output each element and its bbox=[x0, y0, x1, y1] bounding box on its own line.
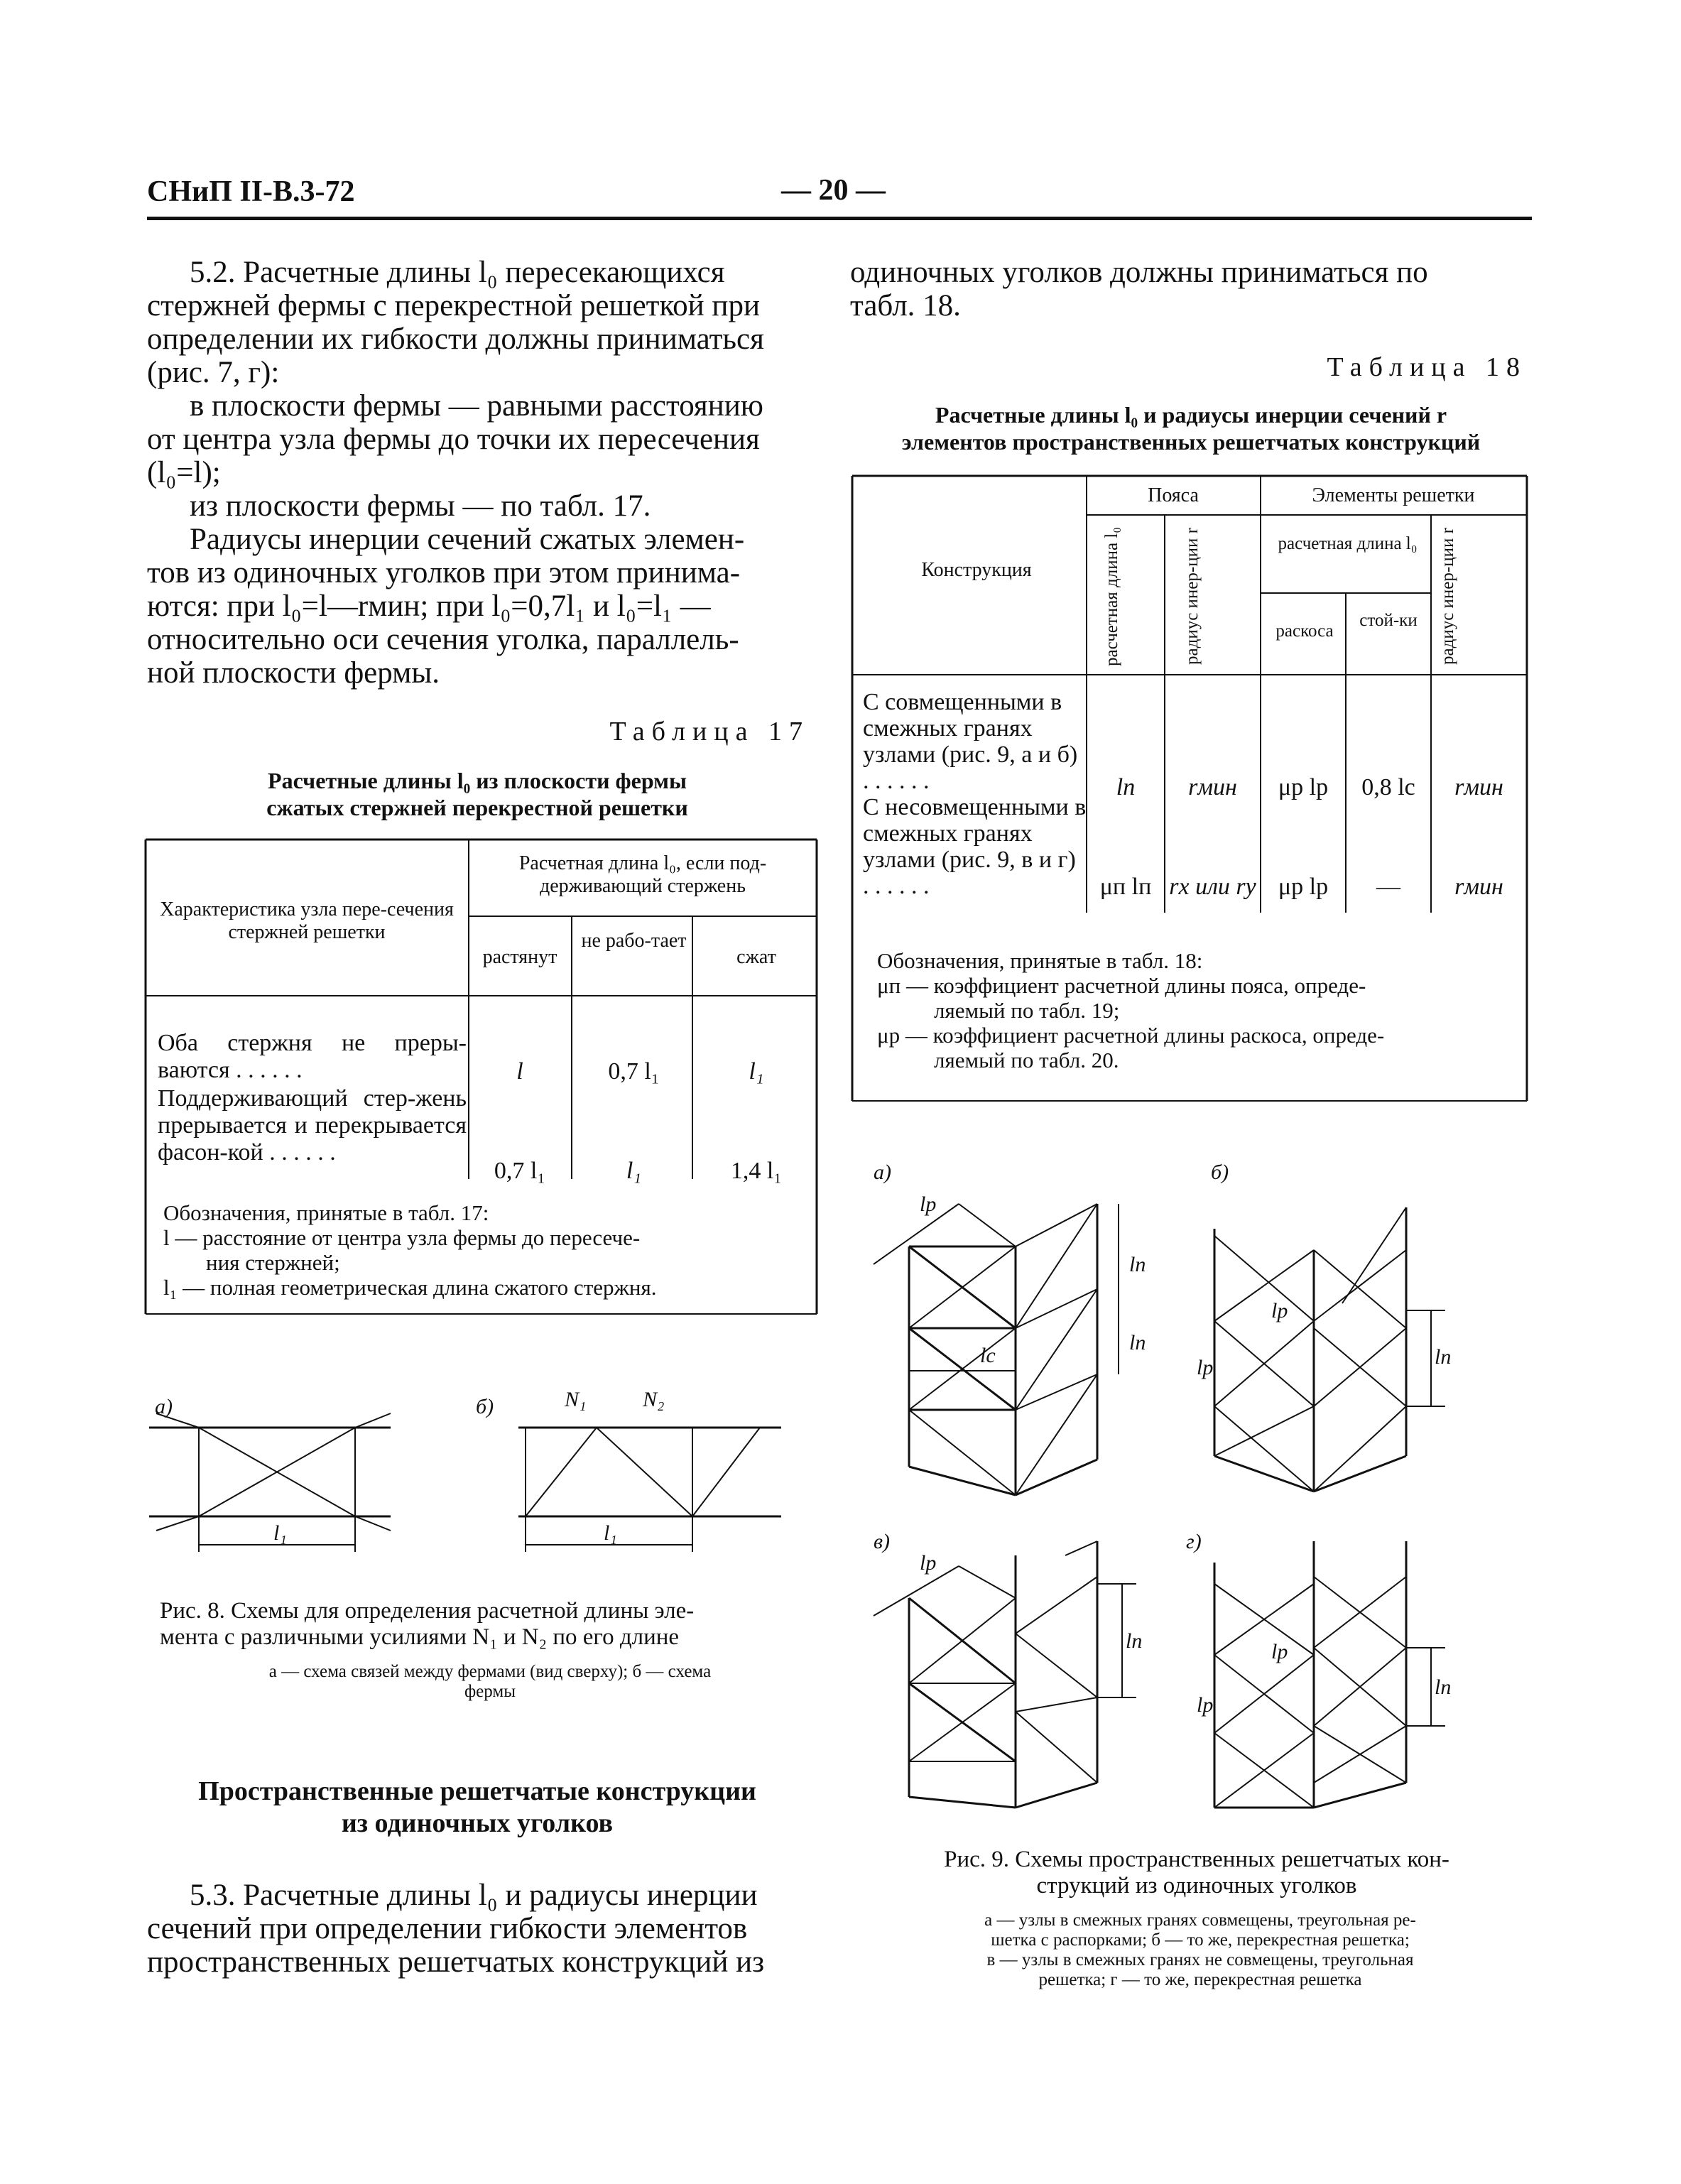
table-18-caption: Таблица 18 bbox=[1327, 352, 1527, 382]
para-line: из плоскости фермы — по табл. 17. bbox=[190, 489, 651, 523]
heading-line: Пространственные решетчатые конструкции bbox=[198, 1776, 756, 1806]
t18-header-belt-length: расчетная длина l₀ bbox=[1102, 527, 1121, 666]
t18-row2-lattice-radius: rмин bbox=[1454, 874, 1503, 900]
fig8-label-b: б) bbox=[476, 1395, 494, 1418]
note-line: ляемый по табл. 19; bbox=[934, 998, 1120, 1023]
header-rule bbox=[147, 217, 1532, 220]
t18-header-construction: Конструкция bbox=[921, 559, 1032, 581]
note-line: Обозначения, принятые в табл. 17: bbox=[163, 1200, 489, 1225]
t17-row1-name: Оба стержня не преры-ваются . . . . . . bbox=[158, 1030, 467, 1083]
table-17-caption: Таблица 17 bbox=[609, 717, 810, 746]
t17-header-group: Расчетная длина l₀, если под-держивающий стержень bbox=[518, 852, 767, 897]
caption-line: мента с различными усилиями N₁ и N₂ по его длине bbox=[160, 1624, 680, 1650]
fig9-label-b: б) bbox=[1211, 1161, 1229, 1184]
para-line: в плоскости фермы — равными расстоянию bbox=[190, 389, 763, 423]
para-line: Радиусы инерции сечений сжатых элемен- bbox=[190, 523, 745, 556]
t18-row1-name: С совмещенными в смежных гранях узлами (рис. 9, а и б) . . . . . . bbox=[863, 689, 1078, 794]
para-line: от центра узла фермы до точки их пересечения bbox=[147, 423, 760, 456]
t18-row2-name: С несовмещенными в смежных гранях узлами (рис. 9, в и г) . . . . . . bbox=[863, 794, 1087, 899]
t18-header-brace: раскоса bbox=[1275, 621, 1334, 641]
title-line: Расчетные длины l₀ и радиусы инерции сечений r bbox=[935, 402, 1447, 428]
fig9-label-v: в) bbox=[874, 1530, 891, 1553]
fig9-label-a: а) bbox=[874, 1161, 891, 1184]
note-line: μр — коэффициент расчетной длины раскоса, опреде- bbox=[877, 1023, 1385, 1048]
t17-header-compressed: сжат bbox=[736, 946, 776, 968]
fig8-n1: N₁ bbox=[565, 1388, 587, 1411]
t17-row2-a: 0,7 l₁ bbox=[494, 1158, 546, 1184]
para-line: определении их гибкости должны приниматься bbox=[147, 322, 764, 356]
para-line: табл. 18. bbox=[850, 289, 961, 322]
t18-row2-post: — bbox=[1376, 874, 1400, 900]
fig9-subcaption bbox=[881, 1911, 1520, 1990]
t18-row1-brace: μр lр bbox=[1278, 774, 1329, 800]
fig9-g-ln: lп bbox=[1435, 1675, 1452, 1699]
fig9-v-ln: lп bbox=[1126, 1629, 1143, 1653]
para-line: (l₀=l); bbox=[147, 456, 221, 489]
fig9-v-lp: lр bbox=[920, 1551, 937, 1575]
note-line: ляемый по табл. 20. bbox=[934, 1048, 1119, 1072]
t17-row2-c: 1,4 l₁ bbox=[730, 1158, 783, 1184]
t18-header-belts: Пояса bbox=[1148, 484, 1199, 506]
section-5-3 bbox=[147, 1879, 807, 1979]
t17-row1-b: 0,7 l₁ bbox=[608, 1058, 660, 1085]
t17-row2-b: l₁ bbox=[626, 1158, 642, 1184]
document-code: СНиП II-В.3-72 bbox=[147, 175, 355, 208]
page-number: — 20 — bbox=[781, 174, 886, 207]
fig8-l1-b: l₁ bbox=[604, 1521, 617, 1545]
caption-line: в — узлы в смежных гранях не совмещены, треугольная bbox=[986, 1950, 1414, 1970]
t17-header-characteristic: Характеристика узла пере-сечения стержней решетки bbox=[160, 898, 454, 943]
para-line: ются: при l₀=l—rмин; при l₀=0,7l₁ и l₀=l₁ — bbox=[147, 590, 711, 623]
t18-row1-belt-radius: rмин bbox=[1188, 774, 1237, 800]
t17-notes bbox=[163, 1200, 810, 1300]
t18-row1-belt-length: lп bbox=[1116, 774, 1136, 800]
caption-line: струкций из одиночных уголков bbox=[1036, 1873, 1357, 1898]
t18-header-lattice-radius: радиус инер-ции r bbox=[1438, 528, 1457, 665]
t18-header-post: стой-ки bbox=[1359, 611, 1418, 630]
figure-9 bbox=[852, 1136, 1534, 1818]
caption-line: а — узлы в смежных гранях совмещены, треугольная ре- bbox=[984, 1911, 1416, 1930]
t18-header-lattice: Элементы решетки bbox=[1312, 484, 1475, 506]
para-line: стержней фермы с перекрестной решеткой при bbox=[147, 289, 760, 322]
caption-line: Рис. 9. Схемы пространственных решетчатых кон- bbox=[944, 1847, 1449, 1872]
t18-row2-belt-length: μп lп bbox=[1099, 874, 1152, 900]
fig9-b-lp: lр bbox=[1271, 1299, 1288, 1322]
fig9-b-lp2: lр bbox=[1197, 1356, 1214, 1379]
section-5-2 bbox=[147, 256, 807, 690]
para-line: (рис. 7, г): bbox=[147, 356, 280, 389]
table-17-title bbox=[147, 767, 807, 821]
section-heading bbox=[147, 1776, 807, 1840]
para-line: тов из одиночных уголков при этом принима- bbox=[147, 556, 741, 590]
caption-line: а — схема связей между фермами (вид сверху); б — схема bbox=[268, 1662, 712, 1681]
note-line: Обозначения, принятые в табл. 18: bbox=[877, 948, 1203, 973]
title-line: Расчетные длины l₀ из плоскости фермы bbox=[268, 768, 687, 793]
fig8-n2: N₂ bbox=[643, 1388, 665, 1411]
note-line: μп — коэффициент расчетной длины пояса, опреде- bbox=[877, 973, 1366, 998]
t18-notes bbox=[877, 948, 1516, 1072]
t17-row1-a: l bbox=[516, 1058, 523, 1085]
para-line: пространственных решетчатых конструкций из bbox=[147, 1945, 765, 1979]
note-line: ния стержней; bbox=[206, 1250, 340, 1275]
t18-header-belt-radius: радиус инер-ции r bbox=[1182, 528, 1202, 665]
heading-line: из одиночных уголков bbox=[341, 1808, 614, 1838]
t18-row1-lattice-radius: rмин bbox=[1454, 774, 1503, 800]
table-18-title bbox=[850, 401, 1532, 455]
t18-row1-post: 0,8 lc bbox=[1361, 774, 1415, 800]
t17-row1-c: l₁ bbox=[749, 1058, 764, 1085]
para-line: 5.2. Расчетные длины l₀ пересекающихся bbox=[190, 256, 725, 289]
fig9-a-ln1: lп bbox=[1129, 1253, 1146, 1276]
fig9-g-lp: lр bbox=[1271, 1640, 1288, 1663]
fig9-a-lp: lр bbox=[920, 1192, 937, 1216]
para-line: одиночных уголков должны приниматься по bbox=[850, 256, 1428, 289]
fig9-a-lc: lc bbox=[980, 1344, 996, 1367]
caption-line: фермы bbox=[464, 1682, 516, 1701]
para-line: 5.3. Расчетные длины l₀ и радиусы инерции bbox=[190, 1879, 758, 1912]
para-line: относительно оси сечения уголка, параллель- bbox=[147, 623, 739, 656]
caption-line: решетка; г — то же, перекрестная решетка bbox=[1038, 1970, 1362, 1989]
note-line: l — расстояние от центра узла фермы до пересече- bbox=[163, 1225, 641, 1250]
para-line: сечений при определении гибкости элементов bbox=[147, 1912, 748, 1945]
title-line: сжатых стержней перекрестной решетки bbox=[266, 795, 688, 820]
fig8-caption bbox=[160, 1598, 820, 1651]
t18-row2-brace: μр lр bbox=[1278, 874, 1329, 900]
fig8-l1-a: l₁ bbox=[273, 1521, 287, 1545]
t18-row2-belt-radius: rx или ry bbox=[1169, 874, 1256, 900]
t17-header-idle: не рабо-тает bbox=[581, 930, 687, 952]
fig8-label-a: а) bbox=[155, 1395, 173, 1418]
caption-line: шетка с распорками; б — то же, перекрестная решетка; bbox=[991, 1930, 1410, 1950]
fig9-caption bbox=[874, 1847, 1520, 1899]
note-line: l₁ — полная геометрическая длина сжатого стержня. bbox=[163, 1275, 657, 1300]
continuation bbox=[850, 256, 1532, 322]
fig9-g-lp2: lр bbox=[1197, 1693, 1214, 1717]
fig9-b-ln: lп bbox=[1435, 1345, 1452, 1369]
t18-header-lattice-length: расчетная длина l₀ bbox=[1278, 534, 1418, 553]
fig9-a-ln2: lп bbox=[1129, 1331, 1146, 1354]
title-line: элементов пространственных решетчатых конструкций bbox=[901, 429, 1481, 455]
t17-row2-name: Поддерживающий стер-жень прерывается и перекрывается фасон-кой . . . . . . bbox=[158, 1085, 467, 1166]
t17-header-tension: растянут bbox=[482, 946, 557, 968]
fig9-label-g: г) bbox=[1186, 1530, 1202, 1553]
caption-line: Рис. 8. Схемы для определения расчетной длины эле- bbox=[160, 1598, 695, 1624]
para-line: ной плоскости фермы. bbox=[147, 656, 440, 690]
figure-8 bbox=[142, 1378, 795, 1577]
fig8-subcaption bbox=[160, 1662, 820, 1702]
